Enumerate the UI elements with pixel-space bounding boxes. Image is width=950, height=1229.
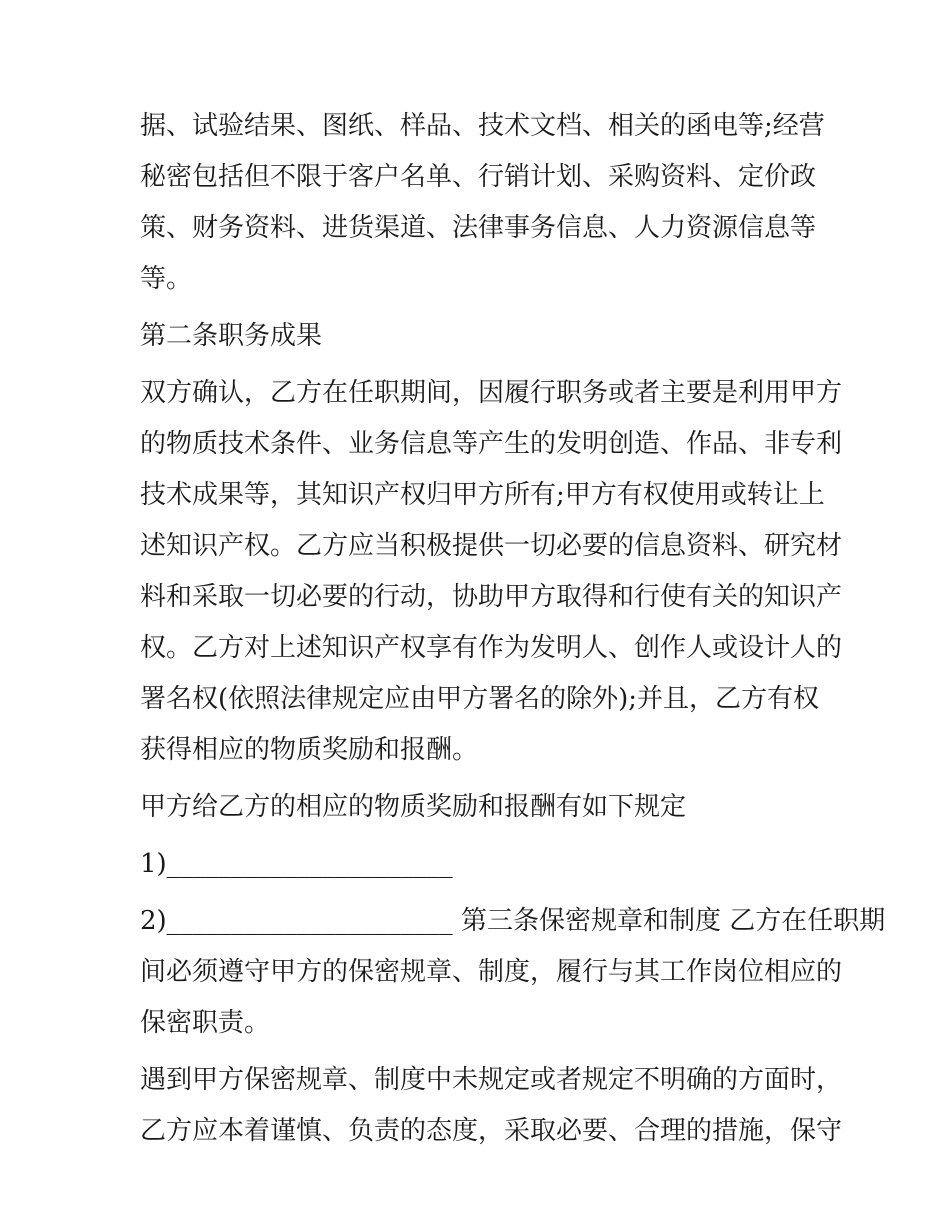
text-line: 间必须遵守甲方的保密规章、制度，履行与其工作岗位相应的 [140, 957, 843, 987]
text-line: 述知识产权。乙方应当积极提供一切必要的信息资料、研究材 [140, 531, 843, 561]
text-line: 遇到甲方保密规章、制度中未规定或者规定不明确的方面时， [140, 1065, 843, 1095]
text-line: 获得相应的物质奖励和报酬。 [140, 735, 479, 765]
paragraph-unspecified-matters [140, 1055, 843, 1157]
text-line: 甲方给乙方的相应的物质奖励和报酬有如下规定 [140, 792, 687, 822]
paragraph-trade-secrets-continued [140, 101, 825, 305]
document-body [140, 101, 886, 1157]
text-line: 的物质技术条件、业务信息等产生的发明创造、作品、非专利 [140, 429, 843, 459]
text-line: 策、财务资料、进货渠道、法律事务信息、人力资源信息等 [140, 213, 817, 243]
blank-item-1 [140, 839, 820, 890]
section-heading-article-2 [140, 311, 820, 362]
heading-line: 第二条职务成果 [140, 321, 323, 351]
text-line: 乙方应本着谨慎、负责的态度，采取必要、合理的措施，保守 [140, 1116, 843, 1146]
paragraph-reward-provisions [140, 782, 820, 833]
text-line: 权。乙方对上述知识产权享有作为发明人、创作人或设计人的 [140, 633, 843, 663]
paragraph-work-results [140, 368, 843, 776]
text-line: 等。 [140, 264, 193, 294]
text-line: 据、试验结果、图纸、样品、技术文档、相关的函电等;经营 [140, 111, 825, 141]
paragraph-confidentiality-rules [140, 896, 886, 1049]
text-line: 料和采取一切必要的行动，协助甲方取得和行使有关的知识产 [140, 582, 843, 612]
fill-in-line: 1)______________________ [140, 849, 453, 879]
text-line: 秘密包括但不限于客户名单、行销计划、采购资料、定价政 [140, 162, 817, 192]
text-line: 双方确认，乙方在任职期间，因履行职务或者主要是利用甲方 [140, 378, 843, 408]
text-line: 2)______________________ 第三条保密规章和制度 乙方在任职期 [140, 906, 886, 936]
text-line: 技术成果等，其知识产权归甲方所有;甲方有权使用或转让上 [140, 480, 825, 510]
text-line: 保密职责。 [140, 1008, 271, 1038]
text-line: 署名权(依照法律规定应由甲方署名的除外);并且，乙方有权 [140, 684, 820, 714]
